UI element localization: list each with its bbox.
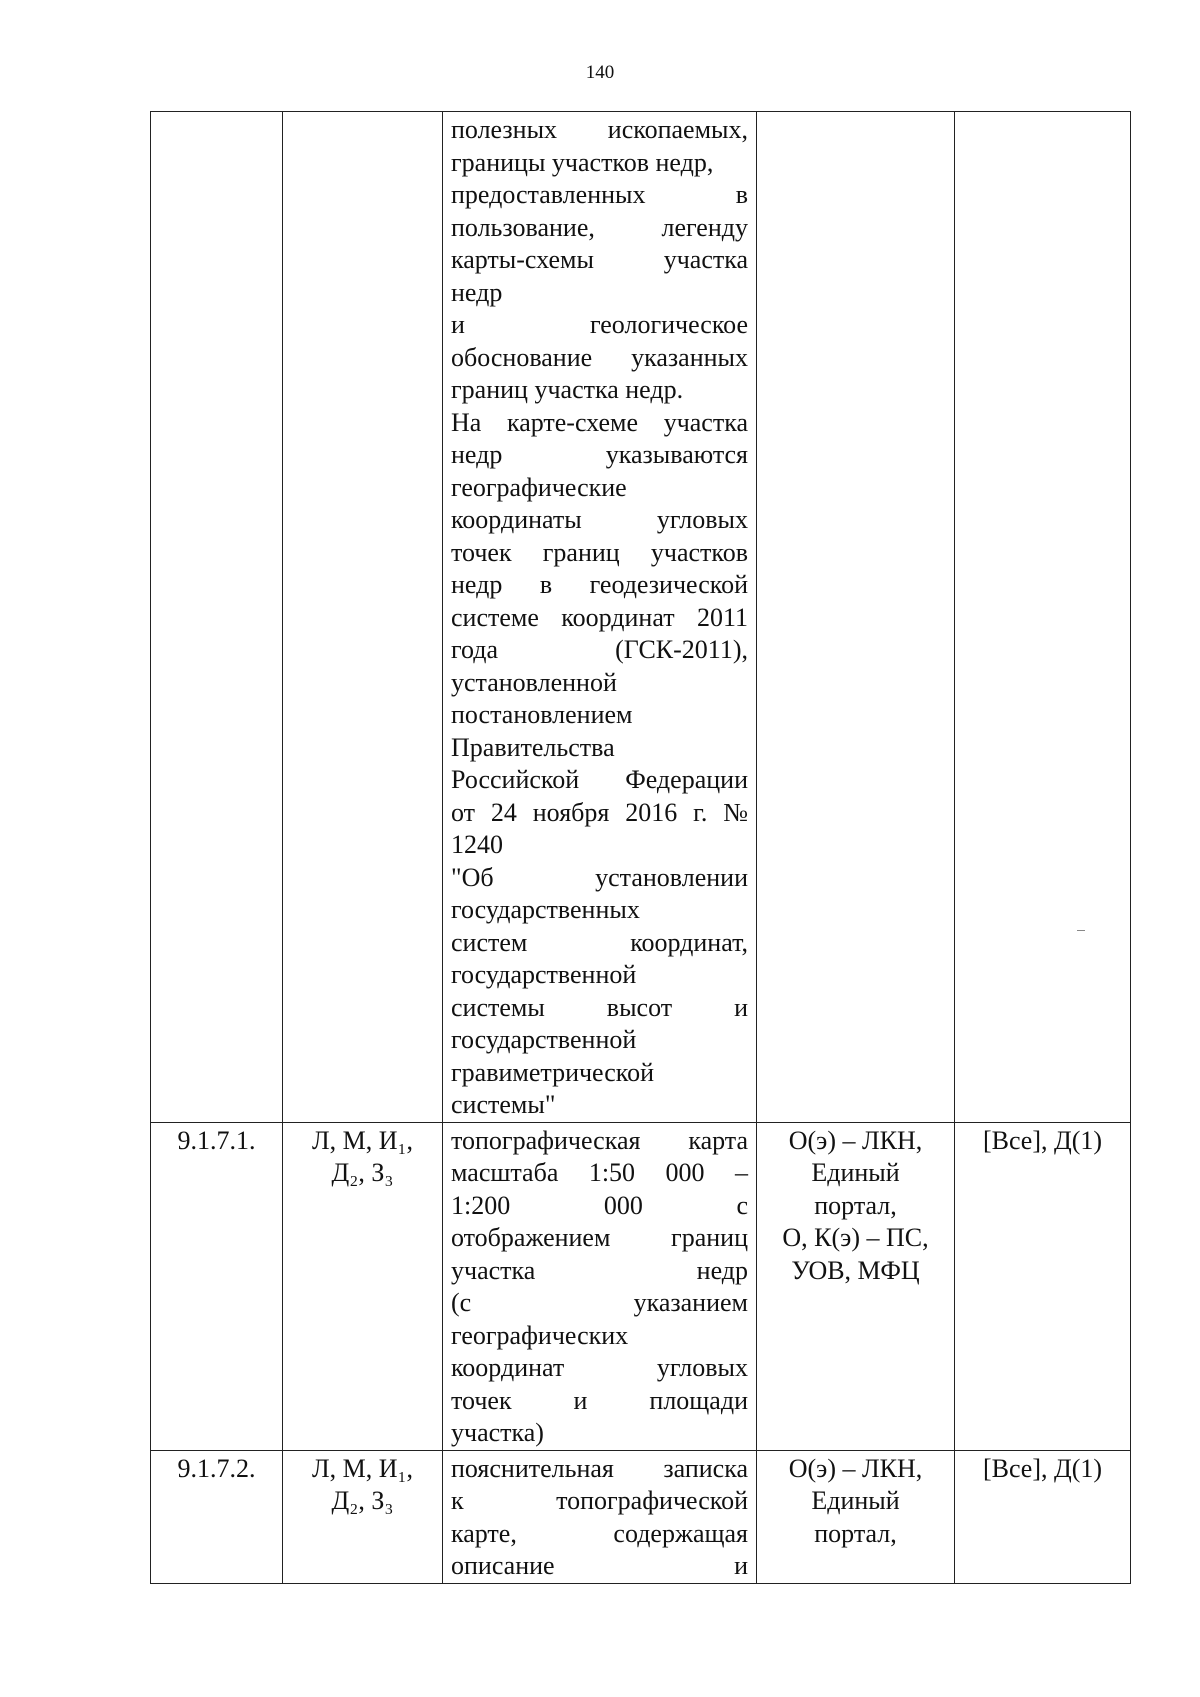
page-number: 140 bbox=[585, 62, 615, 83]
table-row bbox=[151, 1450, 1131, 1583]
cell-codes bbox=[283, 1122, 443, 1450]
description-line: государственной bbox=[451, 1025, 637, 1054]
description-line: границ участка недр. bbox=[451, 375, 684, 404]
cell-codes-empty bbox=[283, 112, 443, 1123]
cell-description bbox=[443, 1450, 757, 1583]
description-line: пользование, легенду bbox=[451, 212, 748, 242]
description-line: Правительства bbox=[451, 732, 615, 762]
channel-line: Единый bbox=[811, 1486, 900, 1515]
description-line: государственных bbox=[451, 895, 640, 924]
description-line: карты-схемы участка bbox=[451, 245, 748, 274]
cell-number: 9.1.7.1. bbox=[151, 1122, 283, 1450]
description-line: отображением границ bbox=[451, 1223, 748, 1252]
description-line: систем координат, bbox=[451, 927, 748, 957]
description-line: года (ГСК-2011), bbox=[451, 635, 748, 664]
description-line: постановлением bbox=[451, 700, 633, 729]
channel-line: О(э) – ЛКН, bbox=[788, 1125, 923, 1155]
description-line: точек и площади bbox=[451, 1385, 748, 1415]
channel-line: портал, bbox=[814, 1518, 897, 1548]
description-line: границы участков недр, bbox=[451, 147, 714, 177]
description-line: от 24 ноября 2016 г. № bbox=[451, 797, 748, 827]
cell-codes bbox=[283, 1450, 443, 1583]
description-line: 1240 bbox=[451, 830, 503, 859]
description-line: "Об установлении bbox=[451, 862, 748, 892]
cell-channels-empty bbox=[757, 112, 955, 1123]
document-table bbox=[150, 111, 1131, 1584]
channel-line: портал, bbox=[814, 1190, 897, 1220]
cell-applicability-empty bbox=[955, 112, 1131, 1123]
description-line: масштаба 1:50 000 – bbox=[451, 1158, 748, 1187]
description-line: обоснование указанных bbox=[451, 342, 748, 372]
cell-applicability: [Все], Д(1) bbox=[955, 1122, 1131, 1450]
description-line: участка недр bbox=[451, 1255, 748, 1285]
description-line: к топографической bbox=[451, 1486, 748, 1515]
table-row bbox=[151, 1122, 1131, 1450]
cell-number: 9.1.7.2. bbox=[151, 1450, 283, 1583]
channel-line: О, К(э) – ПС, bbox=[782, 1223, 929, 1252]
description-line: участка) bbox=[451, 1418, 544, 1447]
description-line: топографическая карта bbox=[451, 1125, 748, 1155]
cell-description bbox=[443, 112, 757, 1123]
description-line: карте, содержащая bbox=[451, 1518, 748, 1548]
channel-line: УОВ, МФЦ bbox=[791, 1255, 920, 1285]
description-line: точек границ участков bbox=[451, 537, 748, 567]
cell-channels bbox=[757, 1450, 955, 1583]
description-line: системы высот и bbox=[451, 992, 748, 1022]
codes-line: Л, М, И₁, bbox=[311, 1125, 414, 1155]
description-line: координаты угловых bbox=[451, 505, 748, 534]
channel-line: Единый bbox=[811, 1158, 900, 1187]
description-line: недр указываются bbox=[451, 440, 748, 469]
codes-line: Д₂, З₃ bbox=[331, 1486, 394, 1515]
description-line: координат угловых bbox=[451, 1353, 748, 1382]
description-line: гравиметрической bbox=[451, 1057, 655, 1087]
codes-line: Д₂, З₃ bbox=[331, 1158, 394, 1187]
description-line: Российской Федерации bbox=[451, 765, 748, 794]
description-line: географические bbox=[451, 472, 627, 502]
description-line: географических bbox=[451, 1320, 629, 1350]
cell-applicability: [Все], Д(1) bbox=[955, 1450, 1131, 1583]
description-line: системе координат 2011 bbox=[451, 602, 748, 632]
cell-channels bbox=[757, 1122, 955, 1450]
scan-mark bbox=[1077, 930, 1085, 931]
cell-description bbox=[443, 1122, 757, 1450]
description-line: недр bbox=[451, 277, 503, 307]
description-line: и геологическое bbox=[451, 310, 748, 339]
codes-line: Л, М, И₁, bbox=[311, 1453, 414, 1483]
description-line: системы" bbox=[451, 1090, 556, 1119]
description-line: государственной bbox=[451, 960, 637, 989]
description-line: полезных ископаемых, bbox=[451, 115, 748, 144]
description-line: недр в геодезической bbox=[451, 570, 748, 599]
channel-line: О(э) – ЛКН, bbox=[788, 1453, 923, 1483]
description-line: установленной bbox=[451, 667, 617, 697]
description-line: (с указанием bbox=[451, 1288, 748, 1317]
description-line: 1:200 000 с bbox=[451, 1190, 748, 1220]
description-line: На карте-схеме участка bbox=[451, 407, 748, 437]
description-line: предоставленных в bbox=[451, 180, 748, 209]
table-row-continuation bbox=[151, 112, 1131, 1123]
description-line: пояснительная записка bbox=[451, 1453, 748, 1483]
cell-number-empty bbox=[151, 112, 283, 1123]
description-line: описание и bbox=[451, 1551, 748, 1580]
